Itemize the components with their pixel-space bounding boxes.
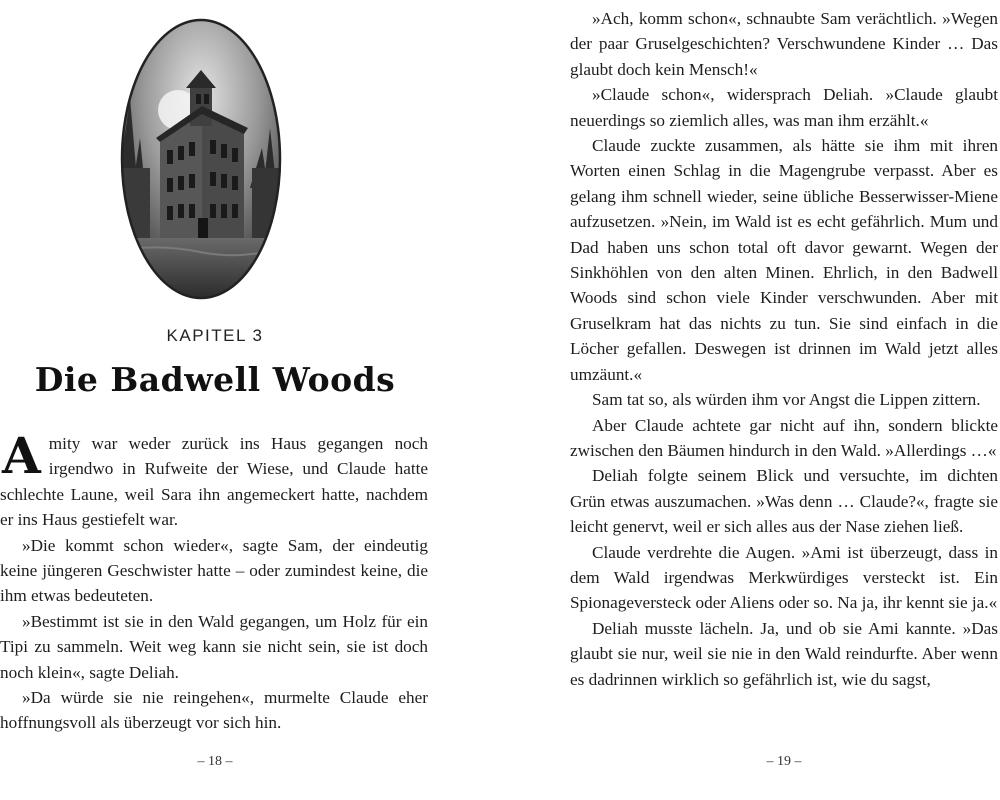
chapter-title: Die Badwell Woods	[34, 360, 396, 399]
paragraph: »Claude schon«, widersprach Deliah. »Claude glaubt neuerdings so ziemlich alles, was man ihm erzählt.«	[570, 85, 998, 130]
paragraph: Sam tat so, als würden ihm vor Angst die Lippen zittern.	[592, 390, 981, 410]
chapter-label: KAPITEL 3	[166, 326, 264, 345]
paragraph: Claude zuckte zusammen, als hätte sie ihm mit ihren Worten einen Schlag in die Magengrube verpasst. Aber es gelang ihm schnell wieder, seine übliche Besserwisser-Miene aufzusetzen. »Nein, im Wald ist es echt gefährlich. Mum und Dad haben uns schon total oft davor gewarnt. Wegen der Sinkhöhlen von den alten Minen. Ehrlich, in den Badwell Woods sind schon viele Kinder verschwunden. Aber mit Gruselkram hat das nichts zu tun. Sie sind einfach in die Löcher gefallen. Deswegen ist drinnen im Wald jetzt alles umzäunt.«	[570, 136, 998, 384]
haunted-house-illustration	[120, 18, 282, 300]
paragraph: Aber Claude achtete gar nicht auf ihn, sondern blickte zwischen den Bäumen hindurch in den Wald. »Allerdings …«	[570, 415, 998, 460]
drop-cap: A	[2, 426, 41, 485]
right-page-text	[570, 6, 998, 692]
left-page-text	[0, 426, 428, 736]
paragraph: Claude verdrehte die Augen. »Ami ist überzeugt, dass in dem Wald irgendwas Merkwürdiges versteckt ist. Ein Spionageversteck oder Aliens oder so. Na ja, ihr kennt sie ja.«	[570, 542, 998, 613]
paragraph	[0, 426, 428, 533]
page-number-left: – 18 –	[197, 754, 233, 769]
paragraph: »Bestimmt ist sie in den Wald gegangen, um Holz für ein Tipi zu sammeln. Weit weg kann sie nicht sein, sie ist doch noch klein«, sagte Deliah.	[0, 611, 428, 682]
page-number-right: – 19 –	[766, 754, 802, 769]
paragraph: »Da würde sie nie reingehen«, murmelte Claude eher hoffnungsvoll als überzeugt vor sich hin.	[0, 688, 428, 733]
paragraph: »Die kommt schon wieder«, sagte Sam, der eindeutig keine jüngeren Geschwister hatte – oder zumindest keine, die ihm etwas bedeuteten.	[0, 535, 428, 606]
paragraph: Deliah musste lächeln. Ja, und ob sie Ami kannte. »Das glaubt sie nur, weil sie nie in den Wald reindurfte. Aber wenn es dadrinnen wirklich so gefährlich ist, wie du sagst,	[570, 618, 998, 689]
left-page	[0, 0, 430, 800]
paragraph: Deliah folgte seinem Blick und versuchte, im dichten Grün etwas auszumachen. »Was denn … Claude?«, fragte sie leicht genervt, weil er sich alles aus der Nase ziehen ließ.	[570, 466, 998, 537]
paragraph-text: mity war weder zurück ins Haus gegangen noch irgendwo in Rufweite der Wiese, und Claude hatte schlechte Laune, weil Sara ihn angemeckert hatte, nachdem er ins Haus gestiefelt war.	[0, 434, 428, 530]
right-page	[570, 0, 998, 800]
paragraph: »Ach, komm schon«, schnaubte Sam verächtlich. »Wegen der paar Gruselgeschichten? Verschwundene Kinder … Das glaubt doch kein Mensch!«	[570, 9, 998, 79]
